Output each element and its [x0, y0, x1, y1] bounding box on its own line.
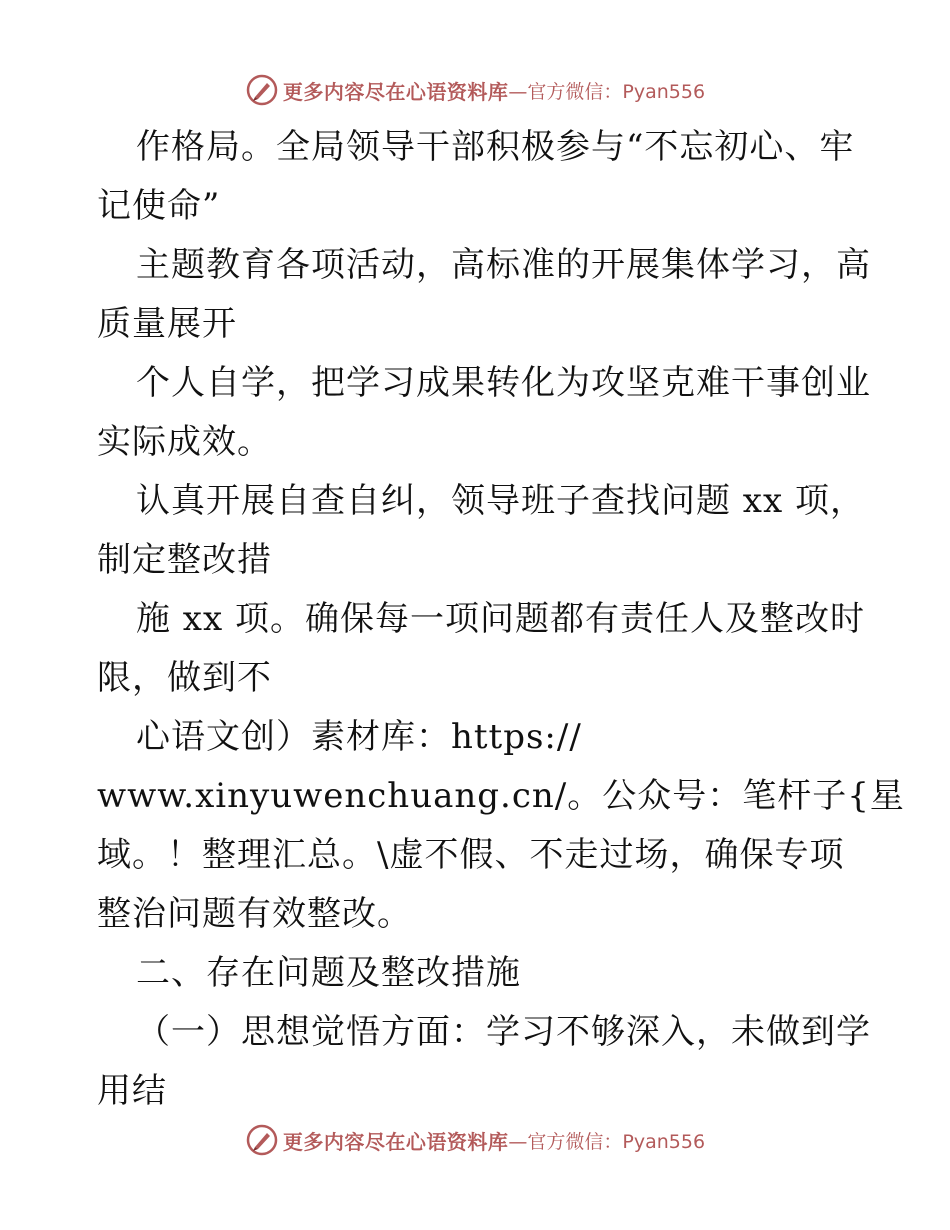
text-line: 用结 [97, 1071, 167, 1111]
text-line: 制定整改措 [97, 540, 272, 580]
text-line: 认真开展自查自纠，领导班子查找问题 xx 项， [136, 481, 865, 521]
header-banner [0, 70, 950, 110]
text-line: 限，做到不 [97, 658, 272, 698]
banner-title: 更多内容尽在心语资料库 [282, 1129, 509, 1154]
banner-wechat: —官方微信：Pyan556 [508, 1130, 706, 1153]
text-line: 个人自学，把学习成果转化为攻坚克难干事创业 [136, 363, 871, 403]
text-line: 质量展开 [97, 304, 237, 344]
footer-banner-content [245, 1123, 705, 1157]
footer-banner [0, 1120, 950, 1160]
text-line: 施 xx 项。确保每一项问题都有责任人及整改时 [136, 599, 865, 639]
text-line: 整治问题有效整改。 [97, 894, 412, 934]
text-line: 域。！整理汇总。\虚不假、不走过场，确保专项 [97, 835, 845, 875]
text-line: 主题教育各项活动，高标准的开展集体学习，高 [136, 245, 871, 285]
text-line: 作格局。全局领导干部积极参与“不忘初心、牢 [136, 127, 855, 167]
banner-title: 更多内容尽在心语资料库 [282, 79, 509, 104]
text-line: 实际成效。 [97, 422, 272, 462]
document-body [97, 118, 905, 1121]
text-line: （一）思想觉悟方面：学习不够深入，未做到学 [136, 1012, 871, 1052]
text-line: 记使命” [97, 186, 221, 226]
text-line: www.xinyuwenchuang.cn/。公众号：笔杆子{星 [97, 776, 905, 816]
text-line: 二、存在问题及整改措施 [136, 953, 521, 993]
text-line: 心语文创）素材库：https:// [136, 717, 582, 757]
banner-wechat: —官方微信：Pyan556 [508, 80, 706, 103]
pen-logo-icon [245, 1123, 279, 1157]
header-banner-content [245, 73, 705, 107]
pen-logo-icon [245, 73, 279, 107]
